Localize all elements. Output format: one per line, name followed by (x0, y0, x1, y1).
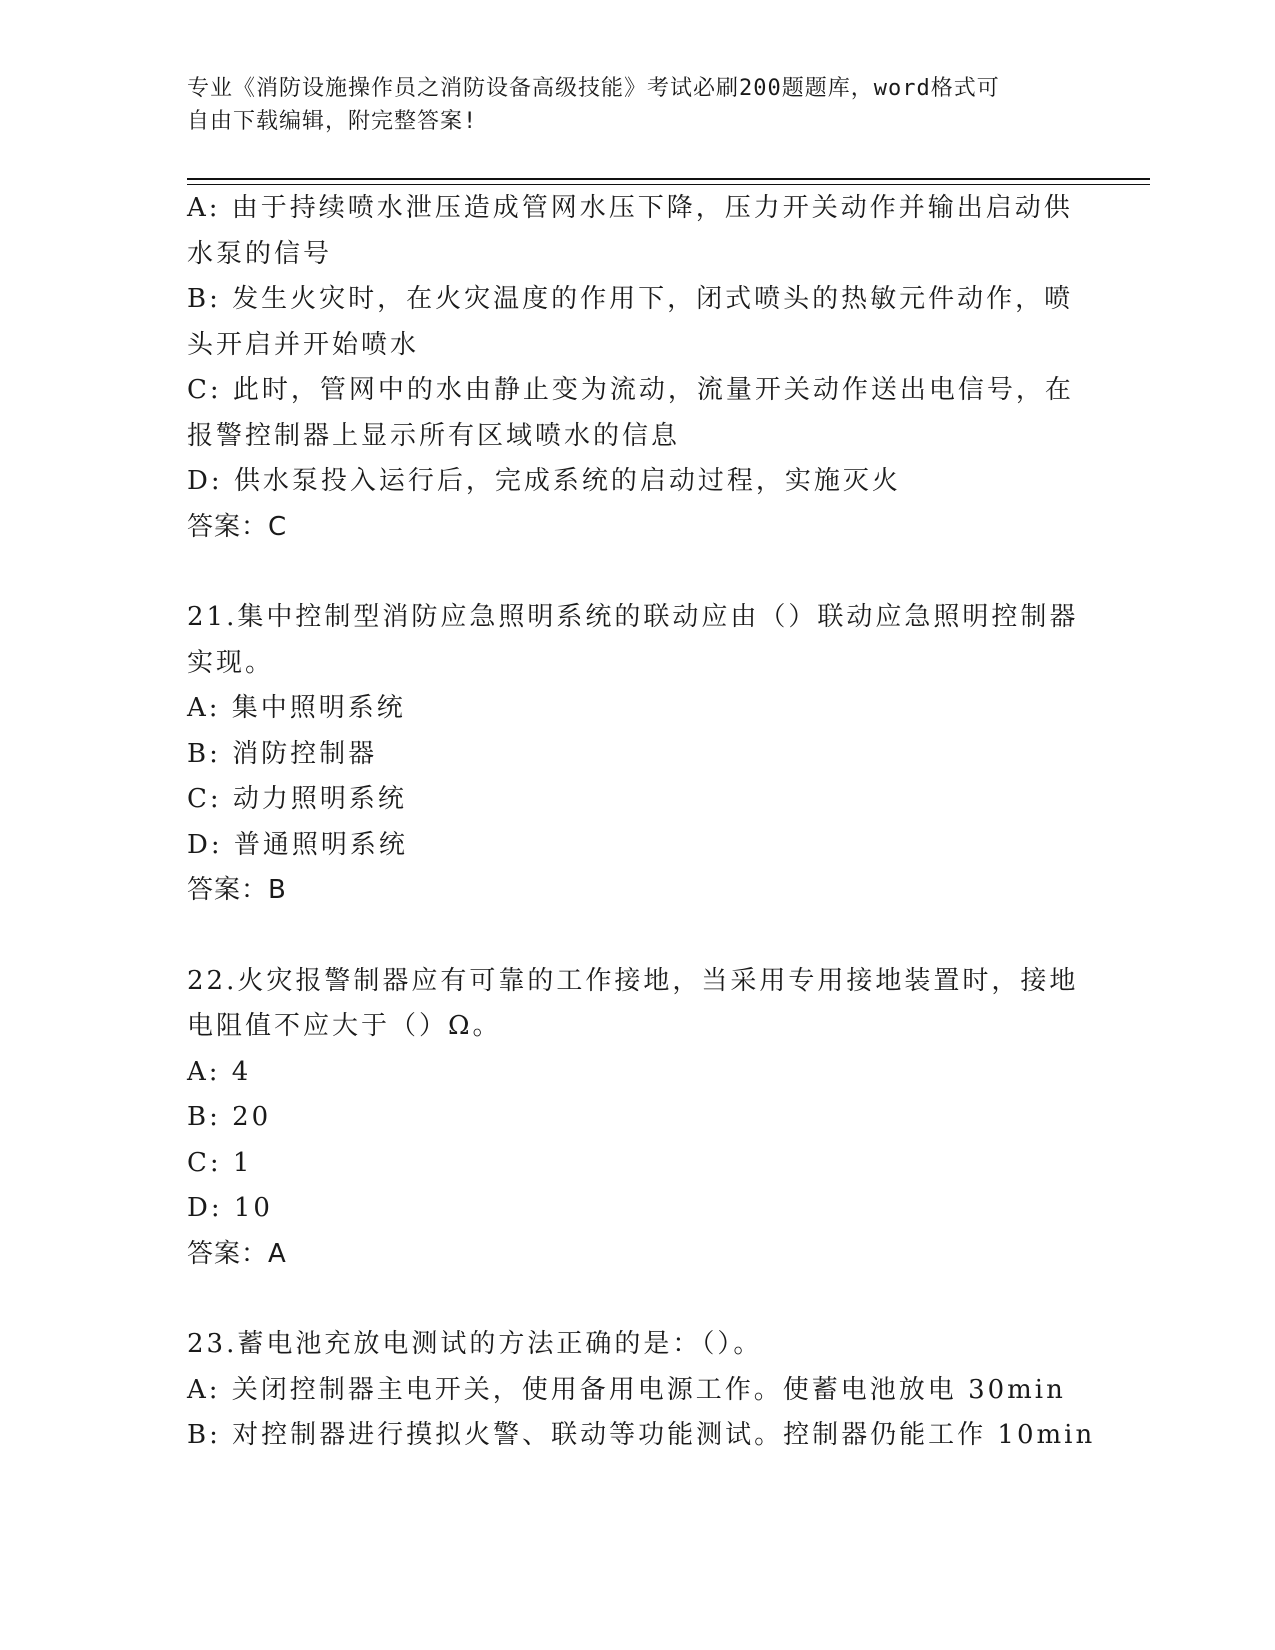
q20-option-a-line-1: A: 由于持续喷水泄压造成管网水压下降，压力开关动作并输出启动供 (187, 193, 1073, 223)
q21-answer: 答案：B (187, 875, 287, 905)
q22-option-a: A: 4 (187, 1056, 252, 1087)
q20-option-c-line-1: C: 此时，管网中的水由静止变为流动，流量开关动作送出电信号，在 (187, 375, 1074, 405)
question-content (187, 186, 1096, 1459)
q21-option-c: C: 动力照明系统 (187, 784, 407, 814)
header-rule-thin (187, 184, 1150, 185)
q21-stem-line-2: 实现。 (187, 647, 275, 678)
q21-option-b: B: 消防控制器 (187, 738, 378, 769)
spacer (187, 1277, 1087, 1322)
q21-option-d: D: 普通照明系统 (187, 829, 408, 860)
spacer (187, 550, 1087, 595)
header-rule-thick (187, 178, 1150, 180)
document-header (187, 72, 1067, 138)
question-23 (187, 1322, 1096, 1459)
q23-stem: 23.蓄电池充放电测试的方法正确的是：（）。 (187, 1329, 763, 1359)
q22-stem-line-2: 电阻值不应大于（）Ω。 (187, 1011, 502, 1041)
question-21 (187, 595, 1087, 914)
question-20 (187, 186, 1087, 550)
q23-option-a: A: 关闭控制器主电开关，使用备用电源工作。使蓄电池放电 30min (187, 1374, 1066, 1405)
header-line-2: 自由下载编辑，附完整答案! (187, 109, 478, 134)
q21-stem-line-1: 21.集中控制型消防应急照明系统的联动应由（）联动应急照明控制器 (187, 602, 1079, 632)
q20-option-b-line-1: B: 发生火灾时，在火灾温度的作用下，闭式喷头的热敏元件动作，喷 (187, 284, 1074, 314)
q20-answer: 答案：C (187, 511, 288, 542)
q22-answer: 答案：A (187, 1238, 287, 1269)
question-22 (187, 959, 1087, 1278)
q21-option-a: A: 集中照明系统 (187, 693, 406, 723)
q22-option-c: C: 1 (187, 1147, 253, 1178)
q20-option-c-line-2: 报警控制器上显示所有区域喷水的信息 (187, 420, 681, 451)
q20-option-a-line-2: 水泵的信号 (187, 238, 333, 269)
q20-option-b-line-2: 头开启并开始喷水 (187, 329, 420, 360)
header-line-1: 专业《消防设施操作员之消防设备高级技能》考试必刷200题题库，word格式可 (187, 76, 1000, 101)
q23-option-b: B: 对控制器进行摸拟火警、联动等功能测试。控制器仍能工作 10min (187, 1420, 1096, 1450)
q22-option-b: B: 20 (187, 1102, 272, 1132)
spacer (187, 914, 1087, 959)
q22-stem-line-1: 22.火灾报警制器应有可靠的工作接地，当采用专用接地装置时，接地 (187, 965, 1079, 996)
q20-option-d: D: 供水泵投入运行后，完成系统的启动过程，实施灭火 (187, 466, 901, 496)
q22-option-d: D: 10 (187, 1193, 273, 1223)
